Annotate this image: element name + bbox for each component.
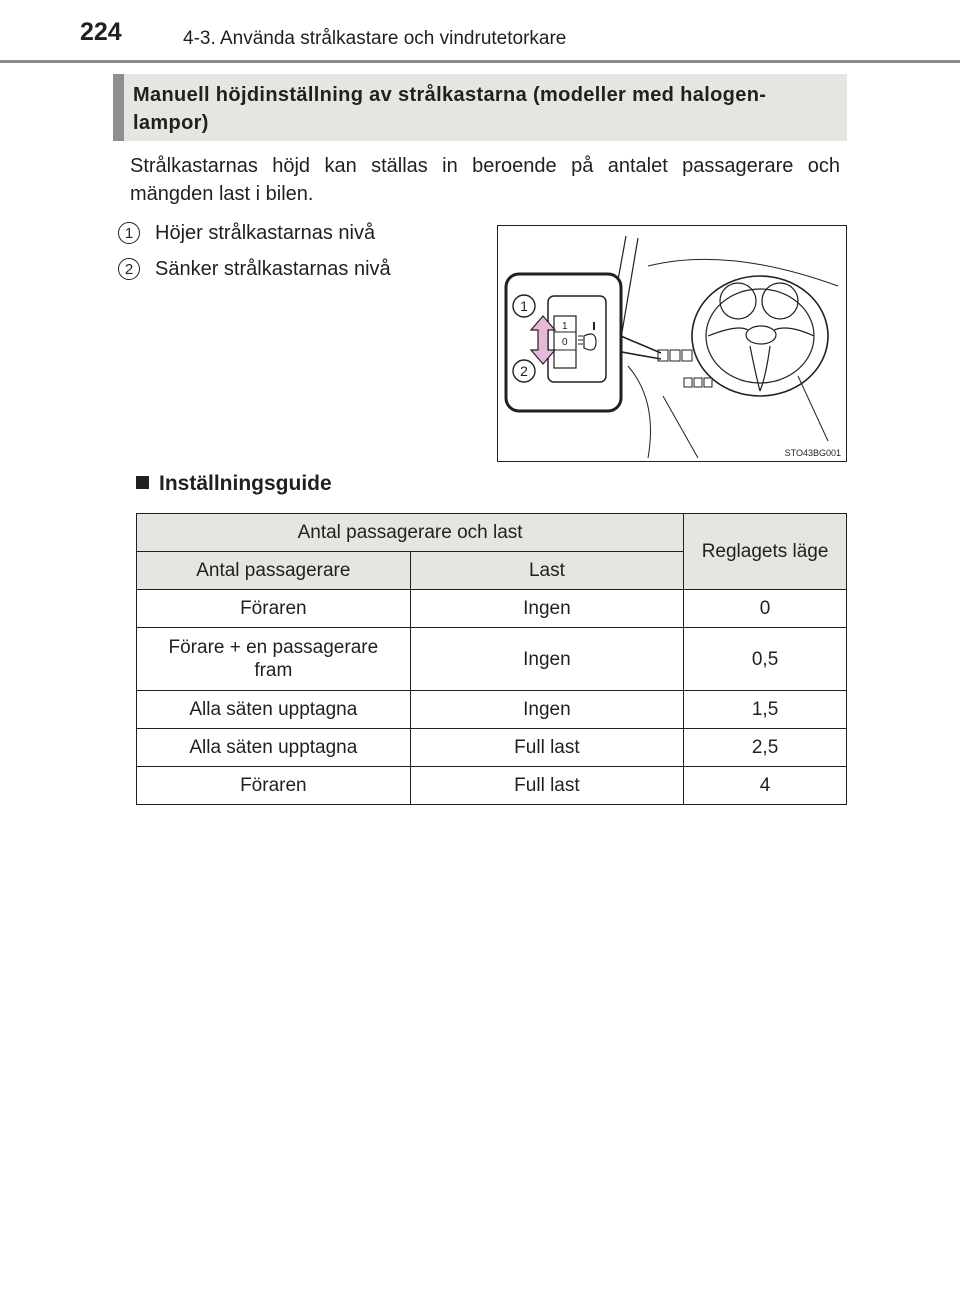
passengers-cell: Föraren bbox=[137, 767, 411, 805]
header-divider bbox=[0, 60, 960, 63]
load-cell: Ingen bbox=[410, 590, 683, 628]
gauge-left bbox=[720, 283, 756, 319]
page-number: 224 bbox=[80, 18, 122, 46]
load-header: Last bbox=[410, 552, 683, 590]
position-cell: 1,5 bbox=[684, 691, 847, 729]
dashboard-drawing bbox=[498, 226, 846, 461]
switch-small-2 bbox=[670, 350, 680, 361]
steering-wheel-logo bbox=[746, 326, 776, 344]
passengers-cell: Föraren bbox=[137, 590, 411, 628]
column-line bbox=[663, 396, 698, 458]
dashboard-illustration bbox=[497, 225, 847, 462]
position-cell: 0 bbox=[684, 590, 847, 628]
passengers-cell: Alla säten upptagna bbox=[137, 691, 411, 729]
passengers-cell: Alla säten upptagna bbox=[137, 729, 411, 767]
figure-label-1: 1 bbox=[520, 298, 528, 314]
figure-code: STO43BG001 bbox=[784, 448, 841, 458]
callout-raise bbox=[118, 220, 375, 246]
load-cell: Ingen bbox=[410, 691, 683, 729]
settings-guide-table bbox=[136, 513, 847, 805]
position-cell: 2,5 bbox=[684, 729, 847, 767]
guide-heading-text: Inställningsguide bbox=[159, 472, 332, 495]
table-row bbox=[137, 767, 847, 805]
callout-lower bbox=[118, 256, 391, 282]
callout-number-2: 2 bbox=[118, 258, 140, 280]
guide-heading bbox=[136, 472, 332, 496]
callout-connector bbox=[616, 334, 661, 359]
switch-row-1 bbox=[684, 378, 692, 387]
position-header: Reglagets läge bbox=[684, 514, 847, 590]
dashboard-lower-line bbox=[628, 366, 651, 458]
dashboard-top-line bbox=[648, 259, 838, 286]
position-cell: 4 bbox=[684, 767, 847, 805]
switch-small-3 bbox=[682, 350, 692, 361]
table-header-row bbox=[137, 514, 847, 552]
callout-text-raise: Höjer strålkastarnas nivå bbox=[155, 221, 376, 244]
position-cell: 0,5 bbox=[684, 628, 847, 691]
table-row bbox=[137, 628, 847, 691]
group-header: Antal passagerare och last bbox=[137, 514, 684, 552]
switch-row-2 bbox=[694, 378, 702, 387]
steering-wheel-spokes bbox=[708, 328, 814, 391]
switch-row-3 bbox=[704, 378, 712, 387]
dial-mark-1: 1 bbox=[562, 321, 568, 332]
table-row bbox=[137, 691, 847, 729]
column-line-right bbox=[798, 376, 828, 441]
section-heading: Manuell höjdinställning av strålkastarna (modeller med halogen-lampor) bbox=[113, 74, 847, 141]
load-cell: Ingen bbox=[410, 628, 683, 691]
section-title: 4-3. Använda strålkastare och vindrutetorkare bbox=[183, 28, 567, 49]
dial-mark-0: 0 bbox=[562, 337, 568, 348]
callout-number-1: 1 bbox=[118, 222, 140, 244]
intro-paragraph: Strålkastarnas höjd kan ställas in beroende på antalet passagerare och mängden last i bilen. bbox=[130, 155, 840, 205]
table-row bbox=[137, 590, 847, 628]
load-cell: Full last bbox=[410, 767, 683, 805]
passengers-cell: Förare + en passagerare fram bbox=[137, 628, 411, 691]
load-cell: Full last bbox=[410, 729, 683, 767]
table-row bbox=[137, 729, 847, 767]
gauge-right bbox=[762, 283, 798, 319]
passengers-header: Antal passagerare bbox=[137, 552, 411, 590]
figure-label-2: 2 bbox=[520, 363, 528, 379]
steering-wheel-inner bbox=[706, 289, 814, 383]
callout-text-lower: Sänker strålkastarnas nivå bbox=[155, 257, 391, 280]
square-bullet-icon bbox=[136, 476, 149, 489]
